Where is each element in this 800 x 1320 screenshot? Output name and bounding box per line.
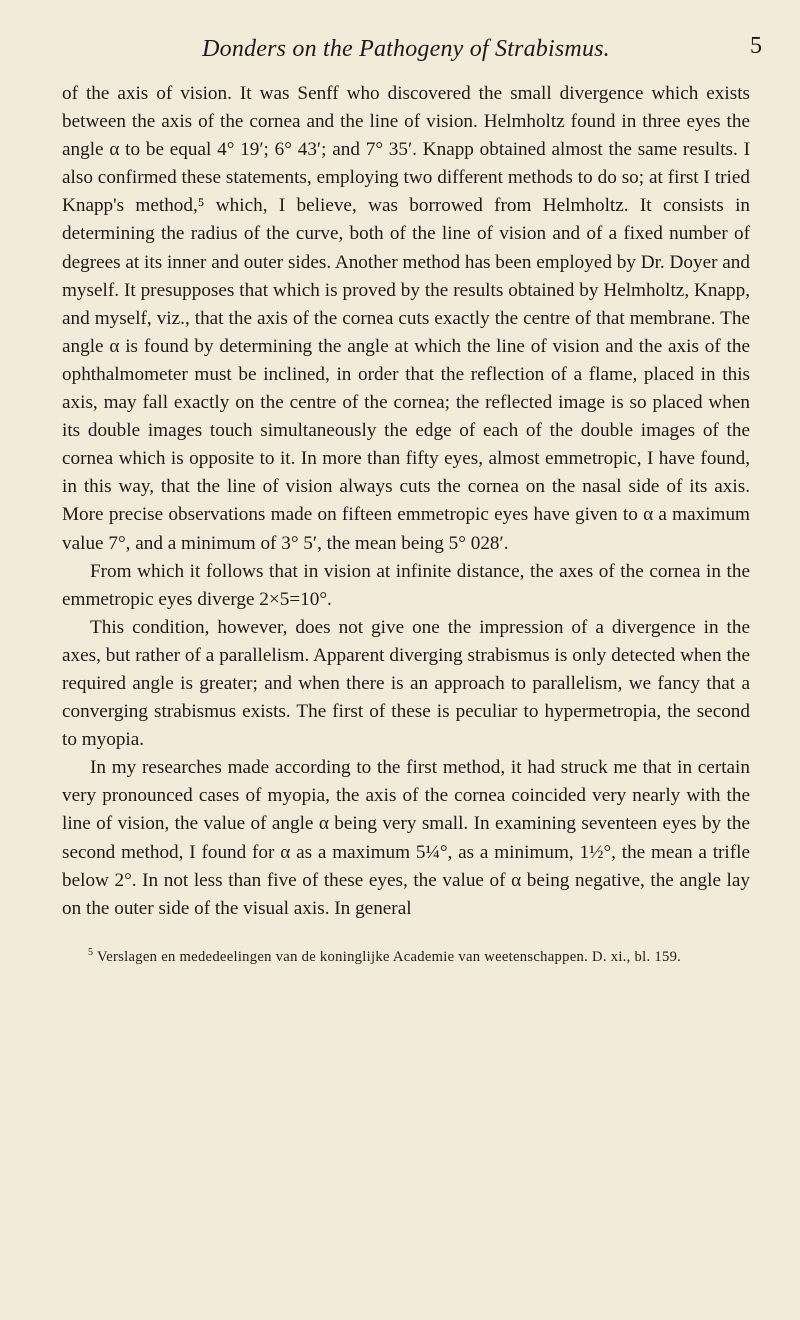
paragraph: This condition, however, does not give one the impression of a divergence in the axes, but rather of a parallelism. Apparent diverging strabismus is only detected when the required angle is greater; and when there is an approach to parallelism, we fancy that a converging strabismus exists. The first of these is peculiar to hypermetropia, the second to myopia. — [62, 616, 750, 751]
running-title: Donders on the Pathogeny of Strabismus. — [202, 36, 610, 62]
paragraph: From which it follows that in vision at infinite distance, the axes of the cornea in the emmetropic eyes diverge 2×5=10°. — [62, 560, 750, 610]
paragraph: In my researches made according to the first method, it had struck me that in certain very pronounced cases of myopia, the axis of the cornea coincided very nearly with the line of vision, the value of angle α being very small. In examining seventeen eyes by the second method, I found for α as a maximum 5¼°, as a minimum, 1½°, the mean a trifle below 2°. In not less than five of these eyes, the value of α being negative, the angle lay on the outer side of the visual axis. In general — [62, 757, 750, 919]
footnote-text: Verslagen en mededeelingen van de koninglijke Academie van weetenschappen. D. xi., bl. 159. — [97, 948, 682, 965]
footnote-marker: 5 — [88, 946, 94, 958]
page-number: 5 — [750, 33, 762, 59]
paragraph-continued: of the axis of vision. It was Senff who discovered the small divergence which exists between the axis of the cornea and the line of vision. Helmholtz found in three eyes the angle α to be equal 4° 19′; 6° 43′; and 7° 35′. Knapp obtained almost the same results. I also confirmed these statements, employing two different methods to do so; at first I tried Knapp's method,⁵ which, I believe, was borrowed from Helmholtz. It consists in determining the radius of the curve, both of the line of vision and of a fixed number of degrees at its inner and outer sides. Another method has been employed by Dr. Doyer and myself. It presupposes that which is proved by the results obtained by Helmholtz, Knapp, and myself, viz., that the axis of the cornea cuts exactly the centre of that membrane. The angle α is found by determining the angle at which the line of vision and the axis of the ophthalmometer must be inclined, in order that the reflection of a flame, placed in this axis, may fall exactly on the centre of the cornea; the reflected image is so placed when its double images touch simultaneously the edge of each of the double images of the cornea which is opposite to it. In more than fifty eyes, almost emmetropic, I have found, in this way, that the line of vision always cuts the cornea on the nasal side of its axis. More precise observations made on fifteen emmetropic eyes have given to α a maximum value 7°, and a minimum of 3° 5′, the mean being 5° 028′. — [62, 83, 750, 554]
body-text — [62, 80, 750, 923]
running-head — [62, 0, 762, 64]
footnote — [62, 943, 750, 967]
